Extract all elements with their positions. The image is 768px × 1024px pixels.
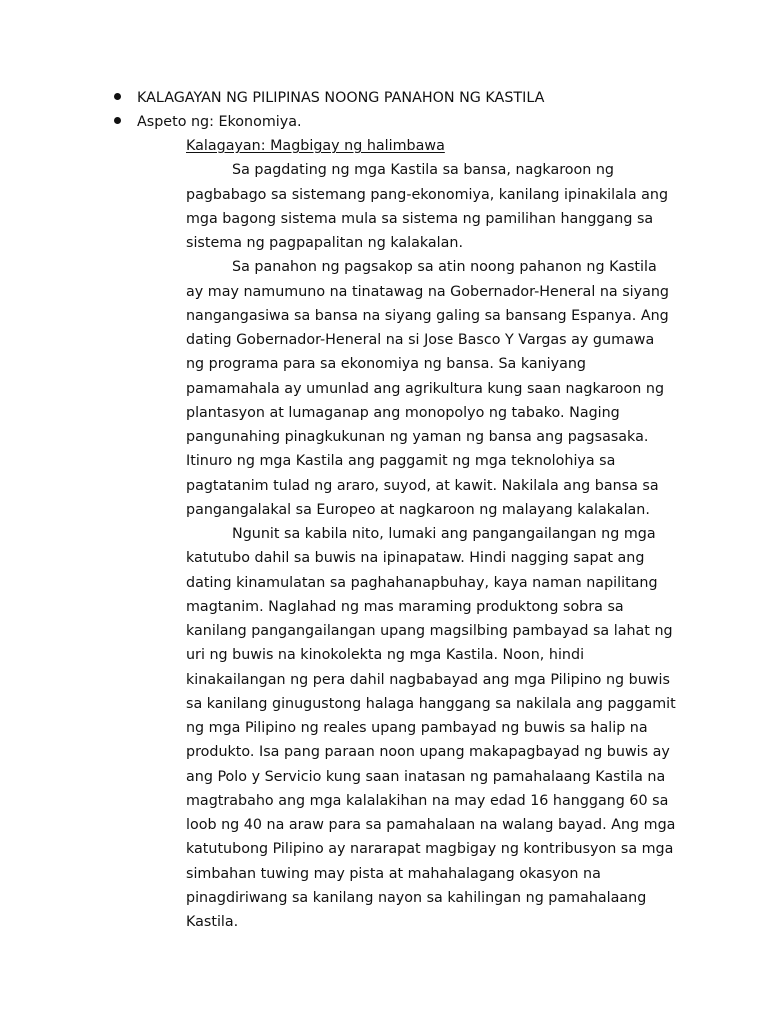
bullet-item-aspect (114, 110, 302, 134)
text-line: magtanim. Naglahad ng mas maraming produktong sobra sa (186, 598, 624, 615)
text-line: Itinuro ng mga Kastila ang paggamit ng mga teknolohiya sa (186, 453, 616, 470)
text-line: nangangasiwa sa bansa na siyang galing sa bansang Espanya. Ang (186, 307, 669, 324)
bullet-dot-icon (114, 117, 121, 124)
text-line: ay may namumuno na tinatawag na Gobernador-Heneral na siyang (186, 283, 669, 300)
text-line: Kastila. (186, 914, 239, 930)
text-line: pagbabago sa sistemang pang-ekonomiya, kanilang ipinakilala ang (186, 186, 669, 203)
text-line: produkto. Isa pang paraan noon upang makapagbayad ng buwis ay (186, 744, 670, 761)
text-line: pagtatanim tulad ng araro, suyod, at kawit. Nakilala ang bansa sa (186, 477, 659, 494)
text-line: loob ng 40 na araw para sa pamahalaan na walang bayad. Ang mga (186, 817, 676, 833)
document-body (186, 134, 686, 934)
text-line: kinakailangan ng pera dahil nagbabayad ang mga Pilipino ng buwis (186, 671, 670, 688)
text-line: sistema ng pagpapalitan ng kalakalan. (186, 235, 464, 251)
text-line: pangunahing pinagkukunan ng yaman ng bansa ang pagsasaka. (186, 429, 649, 445)
text-line: sa kanilang ginugustong halaga hanggang sa nakilala ang paggamit (186, 695, 676, 712)
subheading: Kalagayan: Magbigay ng halimbawa (186, 138, 445, 154)
text-line: uri ng buwis na kinokolekta ng mga Kastila. Noon, hindi (186, 647, 585, 664)
bullet-text: KALAGAYAN NG PILIPINAS NOONG PANAHON NG KASTILA (137, 90, 545, 106)
text-line: ang Polo y Servicio kung saan inatasan ng pamahalaang Kastila na (186, 768, 666, 785)
text-line: Sa pagdating ng mga Kastila sa bansa, nagkaroon ng (232, 162, 615, 179)
bullet-text: Aspeto ng: Ekonomiya. (137, 114, 302, 130)
text-line: dating Gobernador-Heneral na si Jose Basco Y Vargas ay gumawa (186, 332, 655, 348)
text-line: pangangalakal sa Europeo at nagkaroon ng malayang kalakalan. (186, 501, 650, 518)
text-line: simbahan tuwing may pista at mahahalagang okasyon na (186, 865, 601, 882)
text-line: pamamahala ay umunlad ang agrikultura kung saan nagkaroon ng (186, 380, 665, 397)
bullet-item-title (114, 86, 544, 110)
text-line: ng mga Pilipino ng reales upang pambayad ng buwis sa halip na (186, 720, 648, 736)
text-line: Ngunit sa kabila nito, lumaki ang pangangailangan ng mga (232, 526, 656, 542)
text-line: pinagdiriwang sa kanilang nayon sa kahilingan ng pamahalaang (186, 889, 647, 906)
text-line: katutubong Pilipino ay nararapat magbigay ng kontribusyon sa mga (186, 841, 674, 858)
text-line: mga bagong sistema mula sa sistema ng pamilihan hanggang sa (186, 210, 654, 227)
bullet-dot-icon (114, 93, 121, 100)
text-line: katutubo dahil sa buwis na ipinapataw. Hindi nagging sapat ang (186, 550, 645, 567)
paragraph-3 (186, 522, 686, 934)
text-line: dating kinamulatan sa paghahanapbuhay, kaya naman napilitang (186, 574, 658, 591)
text-line: plantasyon at lumaganap ang monopolyo ng tabako. Naging (186, 404, 620, 421)
text-line: Sa panahon ng pagsakop sa atin noong pahanon ng Kastila (232, 259, 657, 276)
text-line: magtrabaho ang mga kalalakihan na may edad 16 hanggang 60 sa (186, 792, 669, 809)
text-line: ng programa para sa ekonomiya ng bansa. Sa kaniyang (186, 356, 587, 373)
text-line: kanilang pangangailangan upang magsilbing pambayad sa lahat ng (186, 623, 673, 639)
paragraph-1 (186, 158, 686, 255)
paragraph-2 (186, 255, 686, 522)
